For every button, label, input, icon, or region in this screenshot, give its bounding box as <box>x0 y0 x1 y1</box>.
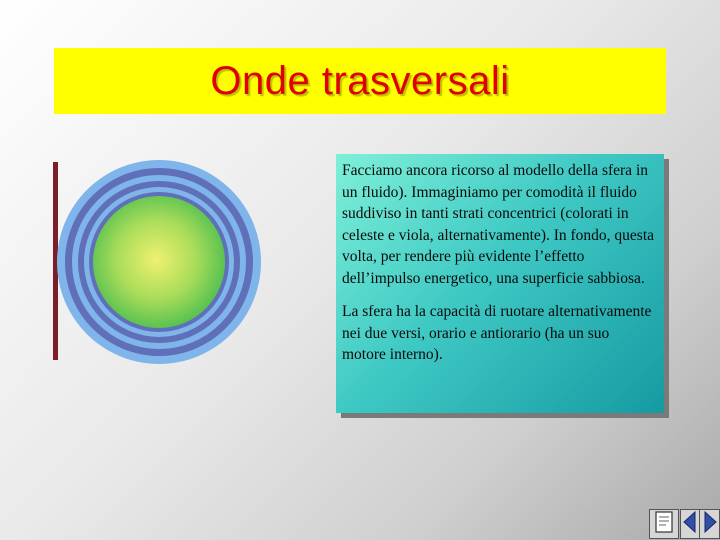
sphere-diagram <box>57 160 261 364</box>
triangle-left-icon <box>683 511 697 538</box>
slide-title: Onde trasversali <box>210 58 510 103</box>
paragraph-2: La sfera ha la capacità di ruotare alternativamente nei due versi, orario e antiorario (ha un suo motore interno). <box>342 303 652 363</box>
page-button[interactable] <box>649 509 679 539</box>
triangle-right-icon <box>703 511 717 538</box>
page-icon <box>654 511 674 538</box>
paragraph-1: Facciamo ancora ricorso al modello della sfera in un fluido). Immaginiamo per comodità il fluido suddiviso in tanti strati concentrici (colorati in celeste e viola, alternativamente). In fondo, questa volta, per rendere più evidente l’effetto dell’impulso energetico, una superficie sabbiosa. <box>342 162 655 287</box>
title-bar <box>54 48 666 114</box>
text-box <box>336 154 664 413</box>
next-button[interactable] <box>699 509 720 539</box>
prev-button[interactable] <box>680 509 700 539</box>
sphere <box>93 196 225 328</box>
